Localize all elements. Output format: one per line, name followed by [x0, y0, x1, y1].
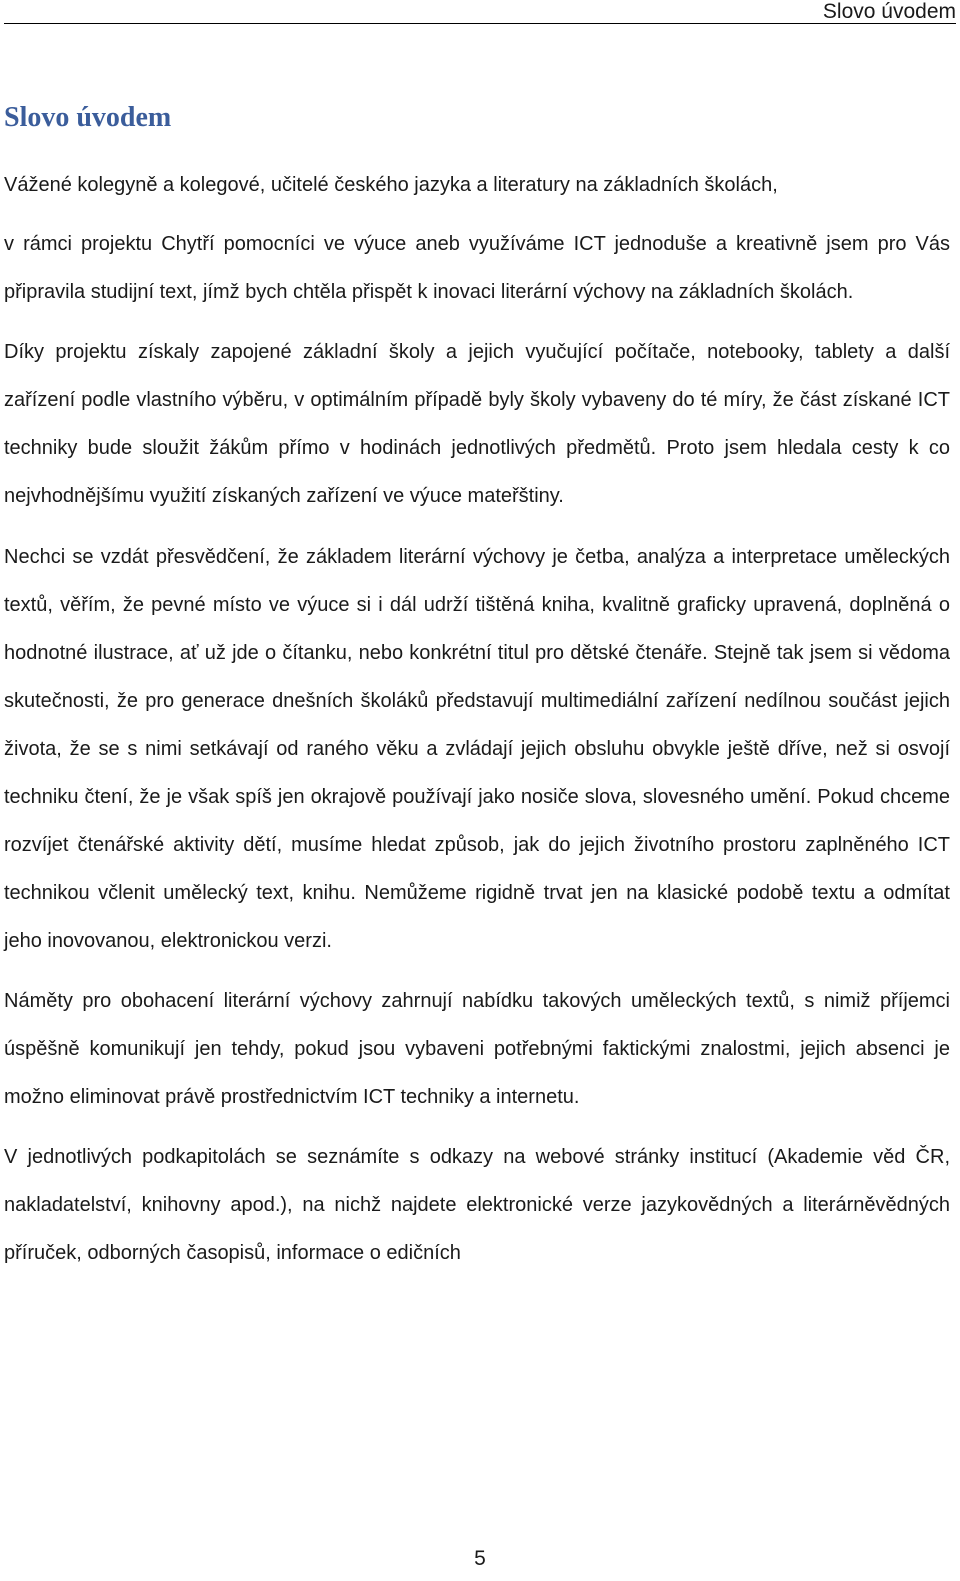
running-header: [4, 0, 956, 24]
paragraph-1: [4, 161, 950, 316]
running-header-title: Slovo úvodem: [822, 0, 956, 23]
paragraph-1-text: v rámci projektu Chytří pomocníci ve výuce aneb využíváme ICT jednoduše a kreativně jsem pro Vás připravila studijní text, jímž bych chtěla přispět k inovaci literární výchovy na základních školách.: [4, 233, 950, 303]
paragraph-2: Díky projektu získaly zapojené základní školy a jejich vyučující počítače, notebooky, tablety a další zařízení podle vlastního výběru, v optimálním případě byly školy vybaveny do té míry, že část získané ICT techniky bude sloužit žákům přímo v hodinách jednotlivých předmětů. Proto jsem hledala cesty k co nejvhodnějšímu využití získaných zařízení ve výuce mateřštiny.: [4, 341, 950, 507]
paragraph-5: V jednotlivých podkapitolách se seznámíte s odkazy na webové stránky institucí (Akademie věd ČR, nakladatelství, knihovny apod.), na nichž najdete elektronické verze jazykovědných a literárněvědných příruček, odborných časopisů, informace o edičních: [4, 1146, 950, 1264]
paragraph-1-salutation: Vážené kolegyně a kolegové, učitelé českého jazyka a literatury na základních školách,: [4, 174, 778, 196]
paragraph-3: Nechci se vzdát přesvědčení, že základem literární výchovy je četba, analýza a interpretace uměleckých textů, věřím, že pevné místo ve výuce si i dál udrží tištěná kniha, kvalitně graficky upravená, doplněná o hodnotné ilustrace, ať už jde o čítanku, nebo konkrétní titul pro dětské čtenáře. Stejně tak jsem si vědoma skutečnosti, že pro generace dnešních školáků představují multimediální zařízení nedílnou součást jejich života, že se s nimi setkávají od raného věku a zvládají jejich obsluhu obvykle ještě dříve, než si osvojí techniku čtení, že je však spíš jen okrajově používají jako nosiče slova, slovesného umění. Pokud chceme rozvíjet čtenářské aktivity dětí, musíme hledat způsob, jak do jejich životního prostoru zaplněného ICT technikou včlenit umělecký text, knihu. Nemůžeme rigidně trvat jen na klasické podobě textu a odmítat jeho inovovanou, elektronickou verzi.: [4, 546, 950, 952]
page-number: 5: [474, 1547, 486, 1570]
section-title: Slovo úvodem: [4, 102, 172, 133]
body-text: [4, 161, 950, 1277]
paragraph-4: Náměty pro obohacení literární výchovy zahrnují nabídku takových uměleckých textů, s nimiž příjemci úspěšně komunikují jen tehdy, pokud jsou vybaveni potřebnými faktickými znalostmi, jejich absenci je možno eliminovat právě prostřednictvím ICT techniky a internetu.: [4, 990, 950, 1108]
